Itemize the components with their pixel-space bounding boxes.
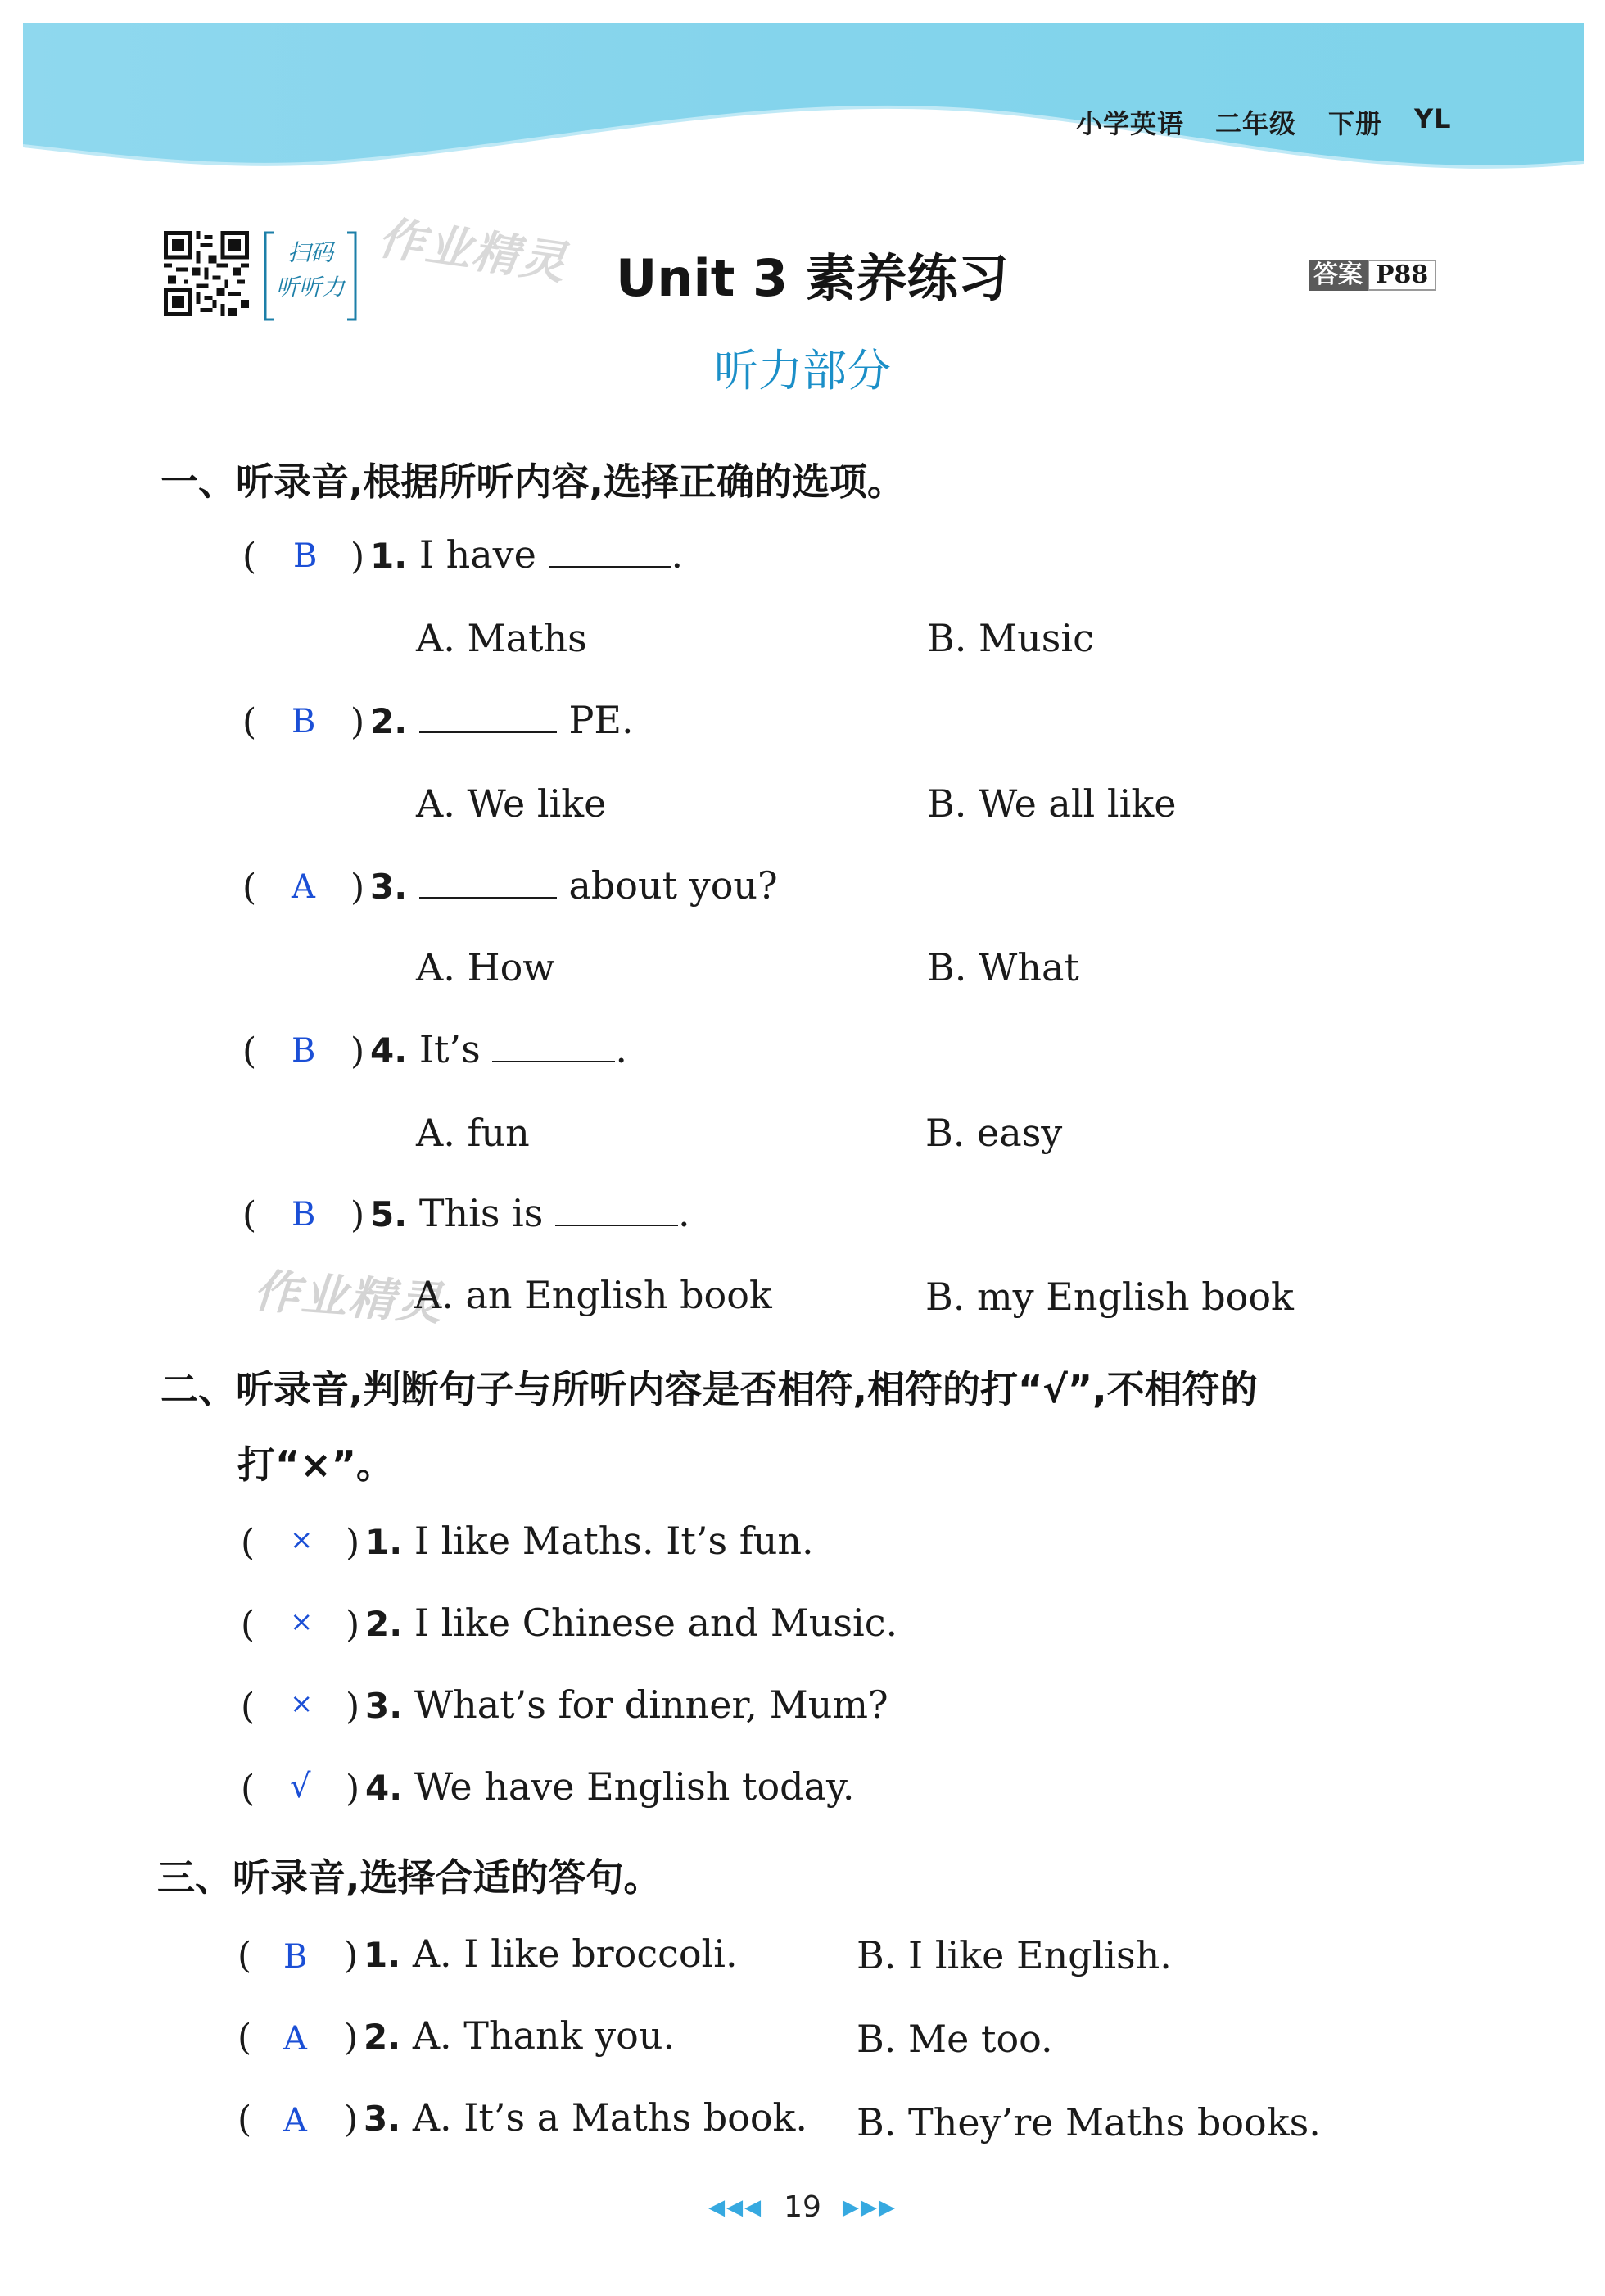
answer-page: P88 bbox=[1368, 260, 1436, 291]
option-b[interactable]: B. We all like bbox=[927, 781, 1177, 826]
answer: × bbox=[290, 1524, 314, 1556]
header-grade: 二年级 bbox=[1215, 108, 1297, 139]
answer-blank[interactable] bbox=[549, 566, 671, 568]
answer-blank[interactable] bbox=[419, 731, 557, 733]
section-2-heading-cont: 打“×”。 bbox=[237, 1442, 395, 1487]
scan-listen-label bbox=[262, 229, 359, 323]
section-subtitle: 听力部分 bbox=[714, 345, 891, 396]
next-page-icon[interactable]: ▶▶▶ bbox=[842, 2194, 897, 2220]
option-a[interactable]: A. Maths bbox=[416, 616, 587, 660]
page-title: Unit 3 素养练习 bbox=[616, 248, 1009, 308]
answer: B bbox=[292, 1032, 316, 1070]
watermark-middle: 作业精灵 bbox=[251, 1264, 445, 1332]
option-a[interactable]: A. fun bbox=[416, 1111, 530, 1155]
section-2-heading: 二、听录音,判断句子与所听内容是否相符,相符的打“√”,不相符的 bbox=[160, 1367, 1258, 1411]
answer: B bbox=[292, 703, 316, 740]
section-1-heading: 一、听录音,根据所听内容,选择正确的选项。 bbox=[160, 460, 905, 504]
option-a[interactable]: A. How bbox=[416, 945, 555, 989]
answer: A bbox=[292, 868, 315, 906]
scan-line2: 听听力 bbox=[275, 274, 345, 301]
answer: B bbox=[293, 537, 318, 575]
header-subject: 小学英语 bbox=[1076, 108, 1185, 139]
answer: × bbox=[290, 1605, 314, 1638]
option-a[interactable]: A. an English book bbox=[414, 1273, 772, 1317]
answer-blank[interactable] bbox=[555, 1225, 678, 1226]
option-b[interactable]: B. my English book bbox=[925, 1275, 1294, 1319]
page-number: 19 bbox=[784, 2190, 821, 2224]
option-b[interactable]: B. Me too. bbox=[857, 2017, 1053, 2061]
answer: √ bbox=[290, 1768, 311, 1805]
answer: B bbox=[283, 1938, 308, 1976]
answer-reference[interactable] bbox=[1309, 259, 1436, 292]
header-volume: 下册 bbox=[1328, 108, 1383, 139]
answer-blank[interactable] bbox=[492, 1061, 615, 1062]
option-b[interactable]: B. They’re Maths books. bbox=[857, 2100, 1321, 2144]
option-b[interactable]: B. Music bbox=[927, 616, 1094, 660]
scan-line1: 扫码 bbox=[287, 239, 333, 266]
option-b[interactable]: B. easy bbox=[925, 1111, 1063, 1155]
answer: × bbox=[290, 1687, 314, 1720]
option-b[interactable]: B. What bbox=[927, 945, 1079, 989]
prev-page-icon[interactable]: ◀◀◀ bbox=[708, 2194, 763, 2220]
answer: A bbox=[283, 2020, 307, 2058]
page-footer bbox=[0, 2190, 1605, 2224]
option-a[interactable]: A. We like bbox=[416, 781, 607, 826]
answer: A bbox=[283, 2102, 307, 2140]
header-edition: YL bbox=[1414, 103, 1452, 134]
option-b[interactable]: B. I like English. bbox=[857, 1933, 1172, 1977]
watermark-top: 作业精灵 bbox=[374, 211, 571, 291]
answer-blank[interactable] bbox=[419, 897, 557, 899]
answer: B bbox=[292, 1196, 316, 1234]
qr-code-icon[interactable] bbox=[164, 231, 249, 316]
section-3-heading: 三、听录音,选择合适的答句。 bbox=[157, 1855, 662, 1900]
answer-tag: 答案 bbox=[1309, 260, 1368, 291]
